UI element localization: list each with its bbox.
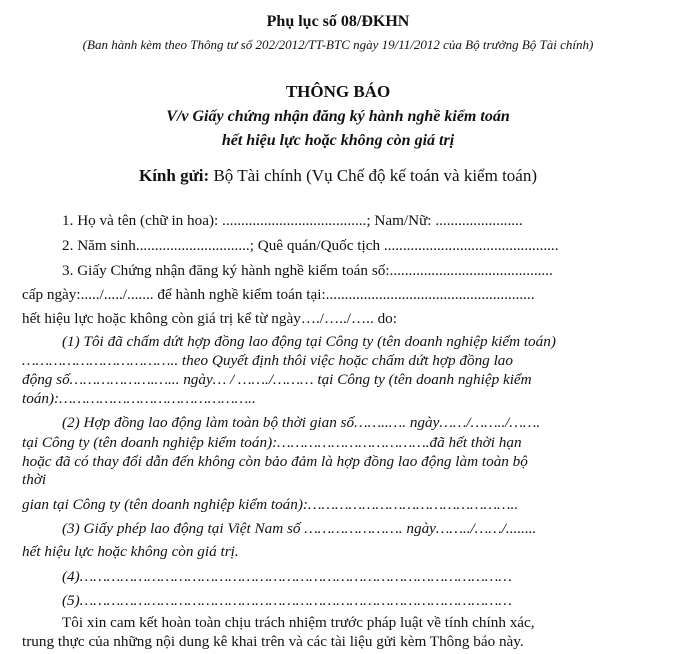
commitment-line-2: trung thực của những nội dung kê khai trên và các tài liệu gửi kèm Thông báo này.: [22, 633, 524, 650]
field-issue-date-place: cấp ngày:...../...../....... để hành nghề kiểm toán tại:.......................................................: [22, 286, 535, 303]
reason-2-line-4: thời: [22, 471, 47, 488]
reason-1-line-1: (1) Tôi đã chấm dứt hợp đồng lao động tại Công ty (tên doanh nghiệp kiểm toán): [62, 333, 556, 350]
field-birth-year-hometown: 2. Năm sinh..............................; Quê quán/Quốc tịch ..............................................: [62, 237, 559, 254]
reason-3-line-1: (3) Giấy phép lao động tại Việt Nam số …………………. ngày……../……/........: [62, 520, 537, 537]
appendix-heading: Phụ lục số 08/ĐKHN: [266, 13, 410, 30]
document-subtitle-line-1: V/v Giấy chứng nhận đăng ký hành nghề kiểm toán: [166, 108, 510, 125]
reason-2-line-3: hoặc đã có thay đổi dẫn đến không còn bảo đảm là hợp đồng lao động làm toàn bộ: [22, 453, 528, 470]
document-subtitle-line-2: hết hiệu lực hoặc không còn giá trị: [221, 132, 455, 149]
recipient-line: [0, 167, 676, 185]
reason-1-line-2: …………………………….. theo Quyết định thôi việc hoặc chấm dứt hợp đồng lao: [22, 352, 513, 369]
field-full-name-gender: 1. Họ và tên (chữ in hoa): ......................................; Nam/Nữ: .......................: [62, 212, 523, 229]
field-certificate-number: 3. Giấy Chứng nhận đăng ký hành nghề kiểm toán số:...........................................: [62, 262, 553, 279]
reason-3-line-2: hết hiệu lực hoặc không còn giá trị.: [22, 543, 239, 560]
recipient-value: Bộ Tài chính (Vụ Chế độ kế toán và kiểm toán): [209, 166, 537, 185]
reason-1-line-4: toán):……………………………………..: [22, 390, 256, 407]
reason-4-line: (4)……………………………………………………………………………………: [62, 568, 512, 585]
reason-5-line: (5)……………………………………………………………………………………: [62, 592, 512, 609]
reason-2-line-5: gian tại Công ty (tên doanh nghiệp kiểm toán):………………………………………..: [22, 496, 519, 513]
document-title: THÔNG BÁO: [285, 82, 391, 101]
recipient-label: Kính gửi:: [138, 166, 210, 185]
field-expiry-date: hết hiệu lực hoặc không còn giá trị kể từ ngày…./…../….. do:: [22, 310, 397, 327]
commitment-line-1: Tôi xin cam kết hoàn toàn chịu trách nhiệm trước pháp luật về tính chính xác,: [62, 614, 535, 631]
reason-2-line-1: (2) Hợp đồng lao động làm toàn bộ thời gian số……..…. ngày……/……../…….: [62, 414, 541, 431]
reason-1-line-3: động số……………….…... ngày… / ……./……… tại Công ty (tên doanh nghiệp kiểm: [22, 371, 532, 388]
reason-2-line-2: tại Công ty (tên doanh nghiệp kiểm toán):…………………………….đã hết thời hạn: [22, 434, 522, 451]
issued-note: (Ban hành kèm theo Thông tư số 202/2012/TT-BTC ngày 19/11/2012 của Bộ trưởng Bộ Tài chính): [82, 37, 594, 52]
